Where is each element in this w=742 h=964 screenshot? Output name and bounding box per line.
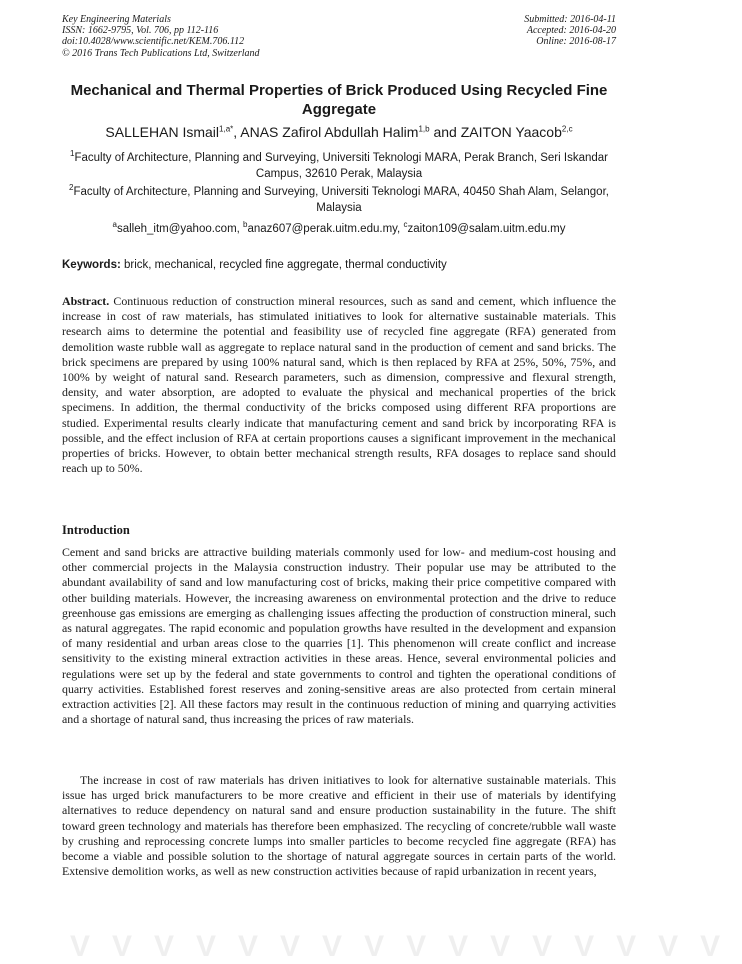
keywords (62, 257, 618, 273)
affiliation-mark: 1 (70, 149, 75, 159)
submitted-date: Submitted: 2016-04-11 (524, 14, 616, 25)
email-address[interactable]: salleh_itm@yahoo.com (116, 223, 237, 235)
affiliation (55, 150, 623, 182)
abstract (62, 294, 616, 476)
author-affiliation-mark: 1,b (418, 124, 430, 134)
dates-header (524, 14, 616, 48)
author-affiliation-mark: 2,c (561, 124, 573, 134)
abstract-text: Continuous reduction of construction mineral resources, such as sand and cement, which influence the increase in cost of raw materials, has stimulated initiatives to look for alternative sustainable materials. This research aims to determine the potential and feasibility use of recycled fine aggregate (RFA) generated from demolition waste rubble wall as aggregate to replace natural sand in the production of cement and sand bricks. The brick specimens are prepared by using 100% natural sand, which is then replaced by RFA at 25%, 50%, 75%, and 100% by weight of natural sand. Research parameters, such as dimension, compressive and flexural strength, density, and water absorption, are adopted to evaluate the physical and mechanical properties of the brick specimens. In addition, the thermal conductivity of the bricks composed using different RFA proportions are studied. Experimental results clearly indicate that manufacturing cement and sand brick by incorporating RFA is possible, and the effect inclusion of RFA at certain proportions causes a significant improvement in the mechanical properties of bricks. However, to obtain better mechanical strength results, RFA dosages to replace sand should reach up to 50%. (62, 294, 616, 476)
affiliation-text: Faculty of Architecture, Planning and Surveying, Universiti Teknologi MARA, Perak Branch, Seri Iskandar Campus, 32610 Perak, Malaysia (74, 152, 608, 180)
email-separator: , (236, 223, 244, 235)
author-name: SALLEHAN Ismail (105, 124, 220, 140)
body-paragraph: Cement and sand bricks are attractive building materials commonly used for low- and medium-cost housing and other commercial projects in the Malaysia construction industry. Their popular use may be attributed to the abundant availability of sand and low manufacturing cost of bricks, making their price competitive compared with other building materials. However, the increasing awareness on environmental protection and the drive to reduce greenhouse gas emissions are emerging as challenging issues affecting the production of construction mineral, such as natural aggregates. The rapid economic and population growths have resulted in the development and expansion of many residential and urban areas close to the quarries [1]. This phenomenon will create conflict and increase sensitivity to the existing mineral extraction activities in these areas. Hence, several environmental policies and regulations were set up by the federal and state governments to control and tighten the operational conditions of quarry activities. Established forest reserves and zoning-sensitive areas are also protected from certain mineral extraction activities [2]. All these factors may result in the continuous reduction of mining and quarrying activities and a shortage of natural sand, thus increasing the prices of raw materials. (62, 545, 616, 727)
journal-doi: doi:10.4028/www.scientific.net/KEM.706.112 (62, 36, 245, 48)
author-name: ANAS Zafirol Abdullah Halim (240, 124, 419, 140)
body-paragraph: The increase in cost of raw materials has driven initiatives to look for alternative sustainable materials. This issue has urged brick manufacturers to be more creative and efficient in their use of materials by identifying alternatives to reduce dependency on natural sand and ensure production sustainability in the future. The shift toward green technology and materials has therefore been emphasized. The recycling of concrete/rubble wall waste by crushing and reprocessing concrete lumps into smaller particles to become recycled fine aggregate (RFA) has become a viable and possible solution to the shortage of natural aggregate sources in certain parts of the world. Extensive demolition works, as well as new construction activities because of rapid urbanization in recent years, (62, 773, 616, 879)
affiliation-mark: 2 (69, 183, 74, 193)
accepted-date: Accepted: 2016-04-20 (526, 25, 616, 37)
email-mark: b (243, 220, 248, 230)
watermark: VVVVVVVVVVVVVVVV (70, 930, 742, 963)
abstract-label: Abstract. (62, 294, 110, 308)
journal-copyright: © 2016 Trans Tech Publications Ltd, Switzerland (62, 47, 260, 59)
introduction-heading: Introduction (62, 523, 130, 537)
affiliation-text: Faculty of Architecture, Planning and Surveying, Universiti Teknologi MARA, 40450 Shah Alam, Selangor, Malaysia (73, 186, 609, 214)
journal-header (62, 14, 260, 59)
author-name: ZAITON Yaacob (460, 124, 562, 140)
email-mark: c (403, 220, 408, 230)
keywords-label: Keywords: (62, 259, 121, 271)
journal-name: Key Engineering Materials (62, 14, 171, 25)
affiliation (55, 184, 623, 216)
online-date: Online: 2016-08-17 (536, 36, 616, 48)
journal-issn: ISSN: 1662-9795, Vol. 706, pp 112-116 (62, 25, 219, 37)
keywords-text: brick, mechanical, recycled fine aggregate, thermal conductivity (120, 259, 447, 271)
author-separator: and (429, 124, 461, 140)
author-list (40, 123, 638, 141)
email-separator: , (397, 223, 404, 235)
paper-title: Mechanical and Thermal Properties of Brick Produced Using Recycled Fine Aggregate (70, 82, 608, 118)
author-affiliation-mark: 1,a* (219, 124, 234, 134)
email-address[interactable]: anaz607@perak.uitm.edu.my (247, 223, 398, 235)
author-separator: , (233, 124, 241, 140)
email-address[interactable]: zaiton109@salam.uitm.edu.my (407, 223, 566, 235)
email-mark: a (112, 220, 117, 230)
email-list (40, 221, 638, 237)
